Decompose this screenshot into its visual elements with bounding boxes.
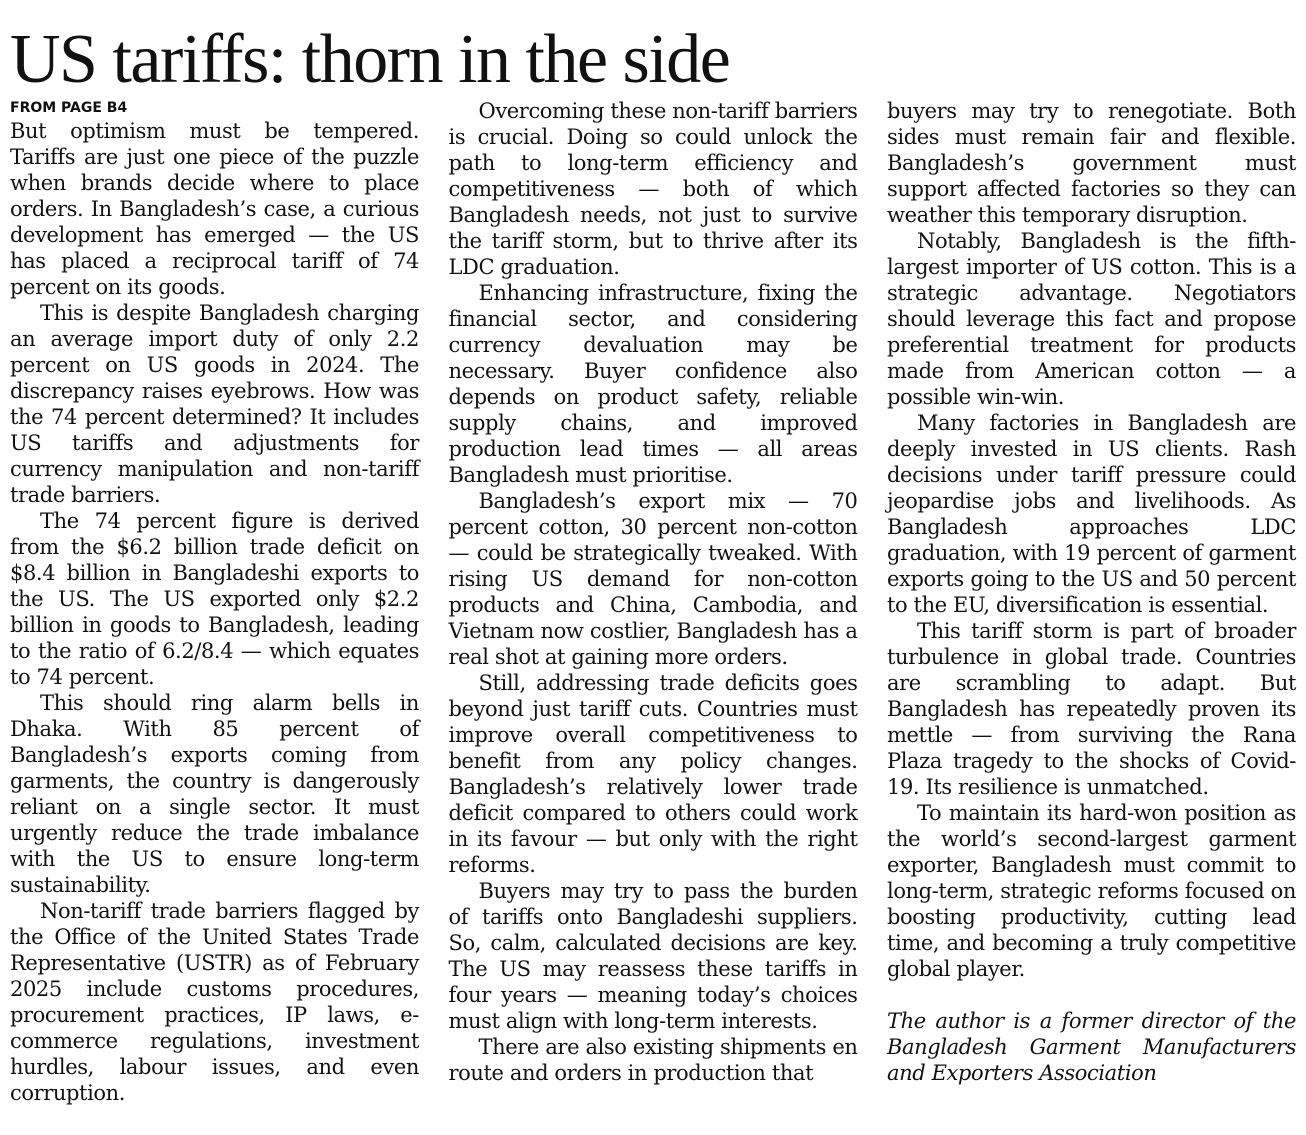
- author-byline: The author is a former director of the Bangladesh Garment Manufacturers and Exporters Association: [887, 1009, 1296, 1085]
- column-1: [10, 98, 419, 1106]
- paragraph: Overcoming these non-tariff barriers is crucial. Doing so could unlock the path to long-term efficiency and competitiveness — both of which Bangladesh needs, not just to survive the tariff storm, but to thrive after its LDC graduation.: [448, 99, 858, 279]
- paragraph: This tariff storm is part of broader turbulence in global trade. Countries are scrambling to adapt. But Bangladesh has repeatedly proven its mettle — from surviving the Rana Plaza tragedy to the shocks of Covid-19. Its resilience is unmatched.: [887, 619, 1296, 799]
- kicker: FROM PAGE B4: [10, 100, 128, 116]
- headline: US tariffs: thorn in the side: [10, 21, 730, 98]
- spacer: [887, 982, 1296, 1008]
- paragraph: Notably, Bangladesh is the fifth-largest importer of US cotton. This is a strategic advantage. Negotiators should leverage this fact and propose preferential treatment for products made from American cotton — a possible win-win.: [887, 229, 1296, 409]
- paragraph: To maintain its hard-won position as the world’s second-largest garment exporter, Bangladesh must commit to long-term, strategic reforms focused on boosting productivity, cutting lead time, and becoming a truly competitive global player.: [887, 801, 1296, 981]
- paragraph: Non-tariff trade barriers flagged by the Office of the United States Trade Representative (USTR) as of February 2025 include customs procedures, procurement practices, IP laws, e-commerce regulations, investment hurdles, labour issues, and even corruption.: [10, 899, 419, 1105]
- paragraph: The 74 percent figure is derived from the $6.2 billion trade deficit on $8.4 billion in Bangladeshi exports to the US. The US exported only $2.2 billion in goods to Bangladesh, leading to the ratio of 6.2/8.4 — which equates to 74 percent.: [10, 509, 419, 689]
- column-3: [887, 98, 1296, 1106]
- paragraph: buyers may try to renegotiate. Both sides must remain fair and flexible. Bangladesh’s government must support affected factories so they can weather this temporary disruption.: [887, 99, 1296, 227]
- paragraph: There are also existing shipments en route and orders in production that: [448, 1035, 858, 1085]
- paragraph: This is despite Bangladesh charging an average import duty of only 2.2 percent on US goods in 2024. The discrepancy raises eyebrows. How was the 74 percent determined? It includes US tariffs and adjustments for currency manipulation and non-tariff trade barriers.: [10, 301, 419, 507]
- paragraph: Many factories in Bangladesh are deeply invested in US clients. Rash decisions under tariff pressure could jeopardise jobs and livelihoods. As Bangladesh approaches LDC graduation, with 19 percent of garment exports going to the US and 50 percent to the EU, diversification is essential.: [887, 411, 1296, 617]
- paragraph: Still, addressing trade deficits goes beyond just tariff cuts. Countries must improve overall competitiveness to benefit from any policy changes. Bangladesh’s relatively lower trade deficit compared to others could work in its favour — but only with the right reforms.: [448, 671, 858, 877]
- paragraph: This should ring alarm bells in Dhaka. With 85 percent of Bangladesh’s exports coming from garments, the country is dangerously reliant on a single sector. It must urgently reduce the trade imbalance with the US to ensure long-term sustainability.: [10, 691, 419, 897]
- paragraph: Enhancing infrastructure, fixing the financial sector, and considering currency devaluation may be necessary. Buyer confidence also depends on product safety, reliable supply chains, and improved production lead times — all areas Bangladesh must prioritise.: [448, 281, 858, 487]
- paragraph: Buyers may try to pass the burden of tariffs onto Bangladeshi suppliers. So, calm, calculated decisions are key. The US may reassess these tariffs in four years — meaning today’s choices must align with long-term interests.: [448, 879, 858, 1033]
- column-2: [449, 98, 858, 1106]
- paragraph: But optimism must be tempered. Tariffs are just one piece of the puzzle when brands decide where to place orders. In Bangladesh’s case, a curious development has emerged — the US has placed a reciprocal tariff of 74 percent on its goods.: [10, 119, 419, 299]
- paragraph: Bangladesh’s export mix — 70 percent cotton, 30 percent non-cotton — could be strategically tweaked. With rising US demand for non-cotton products and China, Cambodia, and Vietnam now costlier, Bangladesh has a real shot at gaining more orders.: [448, 489, 858, 669]
- article-columns: [10, 98, 1296, 1106]
